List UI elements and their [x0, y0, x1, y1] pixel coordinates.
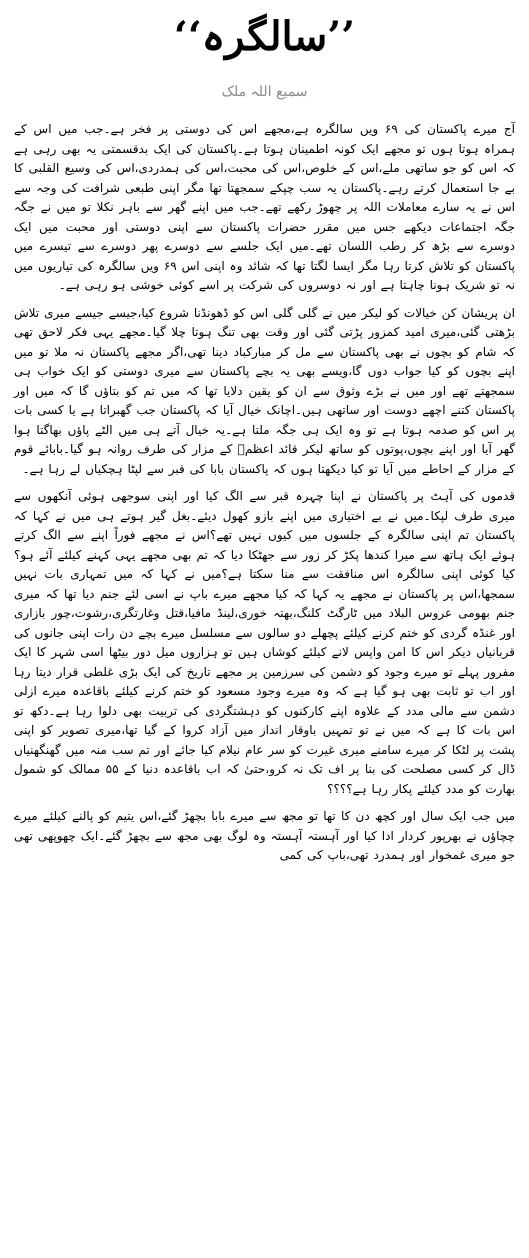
article-paragraph: آج میرے پاکستان کی ۶۹ ویں سالگرہ ہے،مجھے اس کی دوستی پر فخر ہے۔جب میں اس کے ہمراہ ہوتا ہوں تو مجھے ایک کونہ اطمینان ہوتا ہے۔پاکستان کی ایک بدقسمتی یہ بھی رہی ہے کہ اس کو جو ساتھی ملے،اس کے خلوص،اس کی محبت،اس کی ہمدردی،اس کی وسیع القلبی کا بے جا استعمال کرتے رہے۔پاکستان یہ سب چپکے سمجھتا تھا مگر اپنی طبعی شرافت کی وجہ سے اس نے یہ سارے معاملات اللہ پر چھوڑ رکھے تھے۔جب میں اپنے گھر سے باہر نکلا تو میں نے جگہ جگہ اجتماعات دیکھے جس میں مقرر حضرات پاکستان سے اپنی دوستی اور محبت میں ایک دوسرے سے بڑھ کر رطب اللسان تھے۔میں ایک جلسے سے دوسرے پھر دوسرے سے تیسرے میں پاکستان کو تلاش کرتا رہا مگر ایسا لگتا تھا کہ شائد وہ اپنی اس ۶۹ ویں سالگرہ کی تیاریوں میں نہ تو شریک ہونا چاہتا ہے اور نہ دوسروں کی شرکت پر اسے کوئی خوشی ہو رہی ہے۔	[14, 122, 515, 292]
article-title: ’’سالگرہ‘‘	[173, 13, 356, 60]
article-paragraph: قدموں کی آہٹ پر پاکستان نے اپنا چہرہ قبر سے الگ کیا اور اپنی سوجھی ہوئی آنکھوں سے میری طرف لپکا۔میں نے بے اختیاری میں اپنے بازو کھول دیئے۔بغل گیر ہوتے ہی میں نے کہا کہ پاکستان تم اپنی سالگرہ کے جلسوں میں کیوں نہیں تھے؟اس نے مجھے فوراً اپنے سے الگ کرتے ہوئے ایک ہاتھ سے میرا کندھا پکڑ کر زور سے جھٹکا دیا کہ تم بھی مجھے یہی کہنے کیلئے آئے ہو؟کیا کوئی اپنی سالگرہ اس منافقت سے منا سکتا ہے؟میں نے کہا کہ میں تمہاری بات نہیں سمجھا،اس پر پاکستان نے مجھے یہ کہا کہ کیا مجھے میرے باپ نے اسی لئے جنم دیا تھا کہ میری جنم بھومی عروس البلاد میں ٹارگٹ کلنگ،بھتہ خوری،لینڈ مافیا،قتل وغارتگری،رشوت،چور بازاری اور غنڈہ گردی کو ختم کرنے کیلئے پچھلے دو سالوں سے مسلسل میرے بچے دن رات اپنی جانوں کی قربانیاں دیکر اس کا امن واپس لانے کیلئے کوشاں ہیں تو ہزاروں میل دور بیٹھا اسی شہر کا ایک مفرور پہلے تو میرے وجود کو دشمن کی سرزمین پر مجھے تاریخ کی ایک بڑی غلطی قرار دیتا رہا اور اب تو ثابت بھی ہو گیا ہے کہ وہ میرے وجود مسعود کو ختم کرنے کیلئے باقاعدہ میرے ازلی دشمن سے مالی مدد کے علاوہ اپنے کارکنوں کو دہشتگردی کی تربیت بھی دلوا رہا ہے۔دکھ تو اس بات کا ہے کہ میں نے تو تمہیں باوقار انداز میں آزاد کروا کے گیا تھا،میری تصویر کو اپنی پشت پر لٹکا کر میرے سامنے میری غیرت کو سر عام نیلام کیا جائے اور تم سب منہ میں گھنگھنیاں ڈال کر کسی مصلحت کی بنا پر اف تک نہ کرو،حتیٰ کہ اب باقاعدہ دنیا کے ۵۵ ممالک کو شمول بھارت کو مدد کیلئے پکار رہا ہے؟؟؟؟	[14, 489, 515, 796]
article-paragraph: ان پریشان کن خیالات کو لیکر میں نے گلی گلی اس کو ڈھونڈنا شروع کیا،جیسے جیسے میری تلاش بڑھتی گئی،میری امید کمزور پڑتی گئی اور وقت بھی تنگ ہوتا چلا گیا۔مجھے یہی فکر لاحق تھی کہ شام کو بچوں نے بھی پاکستان سے مل کر مبارکباد دینا تھی،اگر مجھے پاکستان نہ ملا تو میں اپنے بچوں کو کیا جواب دوں گا،ویسے بھی یہ بچے پاکستان سے میری دوستی کو ایک خواب ہی سمجھتے تھے اور میں نے بڑے وثوق سے ان کو یقین دلایا تھا کہ میں تم کو بتاؤں گا کہ میں اور پاکستان کتنے اچھے دوست اور ساتھی ہیں۔اچانک خیال آیا کہ پاکستان جب گھبراتا ہے یا کسی بات پر اس کو صدمہ ہوتا ہے تو وہ ایک ہی جگہ ملتا ہے۔یہ خیال آتے ہی میں الٹے پاؤں بھاگتا ہوا گھر آیا اور اپنے بچوں،پوتوں کو ساتھ لیکر قائد اعظمؒ کے مزار کی طرف روانہ ہو گیا۔بابائے قوم کے مزار کے احاطے میں آیا تو کیا دیکھتا ہوں کہ پاکستان بابا کی قبر سے لپٹا ہچکیاں لے رہا ہے۔	[14, 305, 515, 476]
article-author: سمیع اللہ ملک	[221, 84, 308, 100]
article-body	[14, 120, 515, 866]
article-paragraph: میں جب ایک سال اور کچھ دن کا تھا تو مجھ سے میرے بابا بچھڑ گئے،اس یتیم کو پالنے کیلئے میرے چچاؤں نے بھرپور کردار ادا کیا اور آہستہ آہستہ وہ لوگ بھی مجھ سے بچھڑ گئے۔ایک چھوپھی تھی جو میری غمخوار اور ہمدرد تھی،باپ کی کمی	[14, 809, 515, 862]
